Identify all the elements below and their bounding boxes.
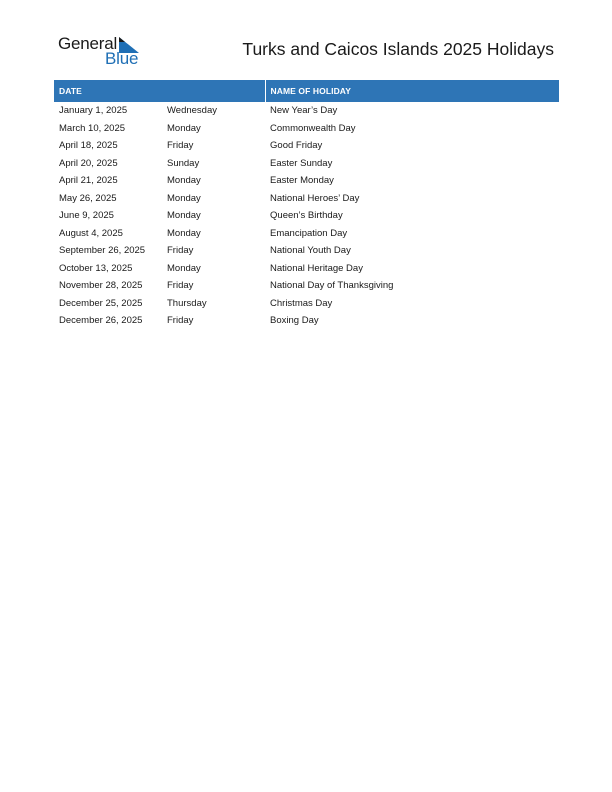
holiday-weekday: Wednesday: [167, 105, 217, 117]
holiday-weekday: Thursday: [167, 297, 207, 309]
holiday-name: New Year’s Day: [270, 105, 338, 117]
table-row: [54, 120, 559, 138]
holiday-weekday: Monday: [167, 175, 201, 187]
column-header-holiday-name: NAME OF HOLIDAY: [265, 80, 559, 102]
holiday-weekday: Friday: [167, 245, 194, 257]
logo-word-general: General: [58, 34, 118, 53]
table-row: [54, 190, 559, 208]
logo-word-blue: Blue: [105, 49, 139, 68]
table-row: [54, 155, 559, 173]
holiday-name: Commonwealth Day: [270, 122, 356, 134]
holiday-name: Emancipation Day: [270, 227, 348, 239]
holiday-date: September 26, 2025: [59, 245, 146, 257]
holiday-date: April 18, 2025: [59, 140, 118, 152]
column-header-date: DATE: [54, 80, 265, 102]
holiday-date: December 25, 2025: [59, 297, 143, 309]
table-row: [54, 260, 559, 278]
holiday-name: Queen’s Birthday: [270, 210, 343, 222]
holiday-weekday: Friday: [167, 280, 194, 292]
holiday-date: March 10, 2025: [59, 122, 126, 134]
holiday-weekday: Sunday: [167, 157, 200, 169]
table-row: [54, 277, 559, 295]
holiday-date: December 26, 2025: [59, 315, 143, 327]
holiday-date: April 21, 2025: [59, 175, 118, 187]
table-row: [54, 172, 559, 190]
holiday-name: Christmas Day: [270, 297, 333, 309]
holiday-rows: [54, 102, 559, 330]
table-header-row: [54, 80, 559, 102]
holiday-table: [54, 80, 559, 330]
holiday-weekday: Monday: [167, 262, 201, 274]
table-row: [54, 295, 559, 313]
holiday-name: Boxing Day: [270, 315, 319, 327]
holiday-date: May 26, 2025: [59, 192, 117, 204]
table-row: [54, 207, 559, 225]
table-row: [54, 312, 559, 330]
holiday-date: June 9, 2025: [59, 210, 114, 222]
holiday-weekday: Monday: [167, 192, 201, 204]
table-row: [54, 242, 559, 260]
holiday-weekday: Monday: [167, 122, 201, 134]
generalblue-logo: [58, 34, 148, 68]
holiday-name: National Heroes’ Day: [270, 192, 360, 204]
holiday-name: Easter Monday: [270, 175, 334, 187]
page-title: Turks and Caicos Islands 2025 Holidays: [242, 39, 554, 59]
holiday-date: November 28, 2025: [59, 280, 143, 292]
holiday-weekday: Monday: [167, 210, 201, 222]
holiday-date: October 13, 2025: [59, 262, 133, 274]
holiday-name: National Heritage Day: [270, 262, 363, 274]
holiday-name: National Youth Day: [270, 245, 351, 257]
holiday-name: National Day of Thanksgiving: [270, 280, 394, 292]
holiday-name: Easter Sunday: [270, 157, 333, 169]
table-row: [54, 225, 559, 243]
holiday-date: January 1, 2025: [59, 105, 128, 117]
holiday-weekday: Friday: [167, 315, 194, 327]
holiday-name: Good Friday: [270, 140, 323, 152]
table-row: [54, 137, 559, 155]
holiday-weekday: Monday: [167, 227, 201, 239]
holiday-weekday: Friday: [167, 140, 194, 152]
holiday-date: August 4, 2025: [59, 227, 123, 239]
holiday-date: April 20, 2025: [59, 157, 118, 169]
table-row: [54, 102, 559, 120]
